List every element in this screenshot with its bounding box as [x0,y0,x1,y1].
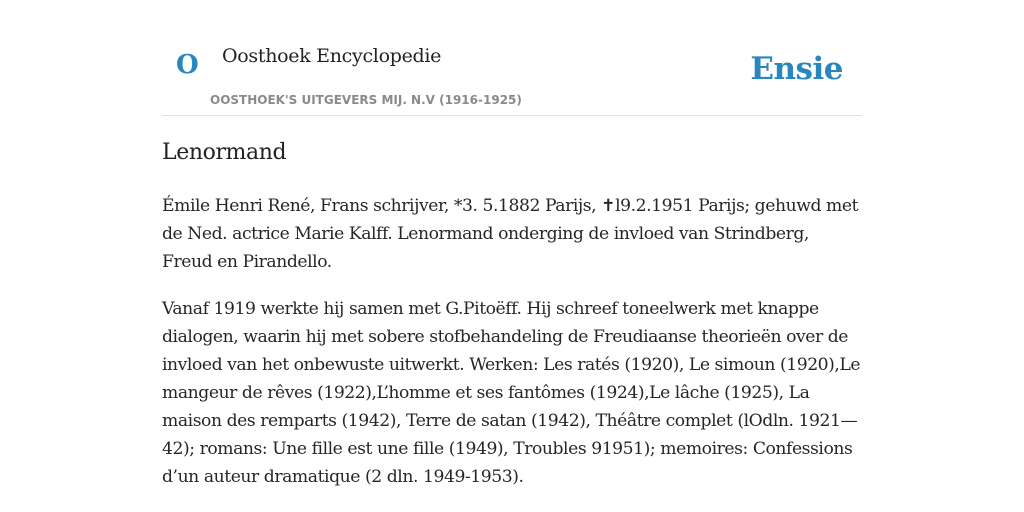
site-logo[interactable]: O [176,50,199,80]
entry-body [162,192,864,510]
site-title[interactable]: Oosthoek Encyclopedie [222,45,442,67]
entry-title: Lenormand [162,140,287,165]
publisher-label: OOSTHOEK'S UITGEVERS MIJ. N.V (1916-1925) [210,93,522,107]
brand-logo[interactable]: Ensie [750,51,843,87]
entry-paragraph: Émile Henri René, Frans schrijver, *3. 5.1882 Parijs, ✝l9.2.1951 Parijs; gehuwd met de Ned. actrice Marie Kalff. Lenormand onderging de invloed van Strindberg, Freud en Pirandello. [162,196,859,272]
article-card [162,0,862,512]
site-header [162,0,862,116]
entry-paragraph: Vanaf 1919 werkte hij samen met G.Pitoëff. Hij schreef toneelwerk met knappe dialogen, waarin hij met sobere stofbehandeling de Freudiaanse theorieën over de invloed van het onbewuste uitwerkt. Werken: Les ratés (1920), Le simoun (1920),Le mangeur de rêves (1922),L’homme et ses fantômes (1924),Le lâche (1925), La maison des remparts (1942), Terre de satan (1942), Théâtre complet (lOdln. 1921—42); romans: Une fille est une fille (1949), Troubles 91951); memoires: Confessions d’un auteur dramatique (2 dln. 1949-1953). [162,299,861,487]
